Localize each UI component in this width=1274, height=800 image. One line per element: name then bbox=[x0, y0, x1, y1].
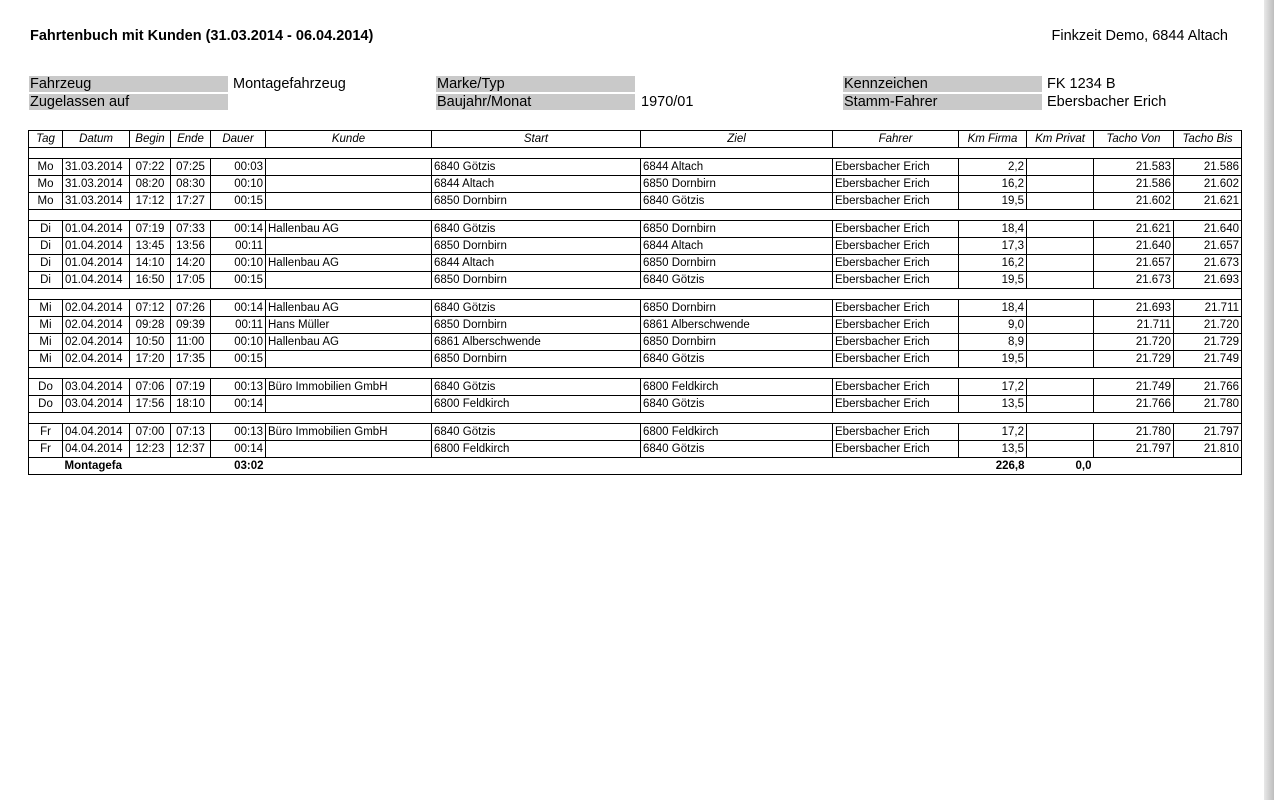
cell-fahrer: Ebersbacher Erich bbox=[833, 396, 959, 413]
marke-label: Marke/Typ bbox=[436, 76, 635, 92]
cell-begin: 13:45 bbox=[130, 238, 171, 255]
total-empty-cell bbox=[29, 458, 63, 475]
cell-tacho-bis: 21.780 bbox=[1174, 396, 1242, 413]
cell-tacho-bis: 21.729 bbox=[1174, 334, 1242, 351]
cell-tag: Mo bbox=[29, 176, 63, 193]
cell-dauer: 00:14 bbox=[211, 221, 266, 238]
cell-tag: Di bbox=[29, 255, 63, 272]
column-header-tag: Tag bbox=[29, 131, 63, 148]
cell-dauer: 00:10 bbox=[211, 176, 266, 193]
column-header-km-privat: Km Privat bbox=[1027, 131, 1094, 148]
cell-tag: Fr bbox=[29, 424, 63, 441]
cell-ende: 07:33 bbox=[171, 221, 211, 238]
cell-begin: 14:10 bbox=[130, 255, 171, 272]
cell-km-firma: 19,5 bbox=[959, 193, 1027, 210]
cell-km-firma: 17,2 bbox=[959, 424, 1027, 441]
cell-dauer: 00:11 bbox=[211, 238, 266, 255]
separator-cell bbox=[29, 289, 1242, 300]
cell-dauer: 00:15 bbox=[211, 272, 266, 289]
cell-km-firma: 18,4 bbox=[959, 300, 1027, 317]
zugelassen-label: Zugelassen auf bbox=[29, 94, 228, 110]
company-name: Finkzeit Demo, 6844 Altach bbox=[1051, 28, 1228, 44]
cell-tacho-bis: 21.586 bbox=[1174, 159, 1242, 176]
cell-dauer: 00:14 bbox=[211, 441, 266, 458]
cell-km-firma: 13,5 bbox=[959, 396, 1027, 413]
cell-ziel: 6850 Dornbirn bbox=[641, 221, 833, 238]
cell-datum: 03.04.2014 bbox=[63, 379, 130, 396]
table-row bbox=[29, 317, 1242, 334]
cell-tacho-von: 21.586 bbox=[1094, 176, 1174, 193]
cell-begin: 07:00 bbox=[130, 424, 171, 441]
cell-start: 6844 Altach bbox=[432, 255, 641, 272]
cell-ende: 12:37 bbox=[171, 441, 211, 458]
table-row bbox=[29, 396, 1242, 413]
group-separator bbox=[29, 413, 1242, 424]
column-header-start: Start bbox=[432, 131, 641, 148]
cell-kunde: Hans Müller bbox=[266, 317, 432, 334]
cell-tacho-bis: 21.711 bbox=[1174, 300, 1242, 317]
cell-tacho-von: 21.729 bbox=[1094, 351, 1174, 368]
cell-ziel: 6840 Götzis bbox=[641, 193, 833, 210]
cell-datum: 31.03.2014 bbox=[63, 159, 130, 176]
cell-fahrer: Ebersbacher Erich bbox=[833, 300, 959, 317]
cell-kunde: Büro Immobilien GmbH bbox=[266, 424, 432, 441]
cell-begin: 07:06 bbox=[130, 379, 171, 396]
cell-km-privat bbox=[1027, 238, 1094, 255]
cell-dauer: 00:10 bbox=[211, 334, 266, 351]
total-km-firma: 226,8 bbox=[995, 459, 1025, 472]
total-label: Montagefa bbox=[64, 459, 122, 472]
cell-tacho-bis: 21.673 bbox=[1174, 255, 1242, 272]
cell-tag: Di bbox=[29, 272, 63, 289]
cell-ende: 08:30 bbox=[171, 176, 211, 193]
cell-fahrer: Ebersbacher Erich bbox=[833, 334, 959, 351]
table-row bbox=[29, 334, 1242, 351]
total-km-privat: 0,0 bbox=[1075, 459, 1092, 472]
report-title: Fahrtenbuch mit Kunden (31.03.2014 - 06.04.2014) bbox=[30, 28, 374, 44]
cell-ziel: 6850 Dornbirn bbox=[641, 255, 833, 272]
cell-start: 6850 Dornbirn bbox=[432, 317, 641, 334]
total-empty-cell bbox=[266, 458, 959, 475]
cell-dauer: 00:13 bbox=[211, 424, 266, 441]
cell-tag: Mi bbox=[29, 300, 63, 317]
cell-km-privat bbox=[1027, 317, 1094, 334]
cell-start: 6850 Dornbirn bbox=[432, 272, 641, 289]
table-header-row bbox=[29, 131, 1242, 148]
column-header-tacho-von: Tacho Von bbox=[1094, 131, 1174, 148]
cell-km-privat bbox=[1027, 193, 1094, 210]
cell-tacho-bis: 21.797 bbox=[1174, 424, 1242, 441]
cell-kunde: Hallenbau AG bbox=[266, 255, 432, 272]
table-row bbox=[29, 351, 1242, 368]
cell-tag: Do bbox=[29, 396, 63, 413]
stammfahrer-value: Ebersbacher Erich bbox=[1047, 94, 1167, 110]
cell-ende: 07:13 bbox=[171, 424, 211, 441]
cell-begin: 17:20 bbox=[130, 351, 171, 368]
cell-km-firma: 19,5 bbox=[959, 272, 1027, 289]
baujahr-value: 1970/01 bbox=[641, 94, 694, 110]
cell-tacho-von: 21.673 bbox=[1094, 272, 1174, 289]
cell-tag: Di bbox=[29, 221, 63, 238]
cell-tacho-von: 21.621 bbox=[1094, 221, 1174, 238]
cell-dauer: 00:03 bbox=[211, 159, 266, 176]
separator-cell bbox=[29, 368, 1242, 379]
cell-tacho-bis: 21.621 bbox=[1174, 193, 1242, 210]
cell-tacho-von: 21.797 bbox=[1094, 441, 1174, 458]
cell-start: 6850 Dornbirn bbox=[432, 193, 641, 210]
baujahr-label: Baujahr/Monat bbox=[436, 94, 635, 110]
separator-cell bbox=[29, 413, 1242, 424]
table-row bbox=[29, 176, 1242, 193]
cell-begin: 07:12 bbox=[130, 300, 171, 317]
cell-begin: 08:20 bbox=[130, 176, 171, 193]
cell-kunde bbox=[266, 272, 432, 289]
table-row bbox=[29, 379, 1242, 396]
cell-tacho-von: 21.640 bbox=[1094, 238, 1174, 255]
cell-km-privat bbox=[1027, 221, 1094, 238]
separator-cell bbox=[29, 148, 1242, 159]
cell-km-privat bbox=[1027, 379, 1094, 396]
cell-start: 6800 Feldkirch bbox=[432, 441, 641, 458]
cell-kunde bbox=[266, 351, 432, 368]
cell-fahrer: Ebersbacher Erich bbox=[833, 255, 959, 272]
cell-kunde: Büro Immobilien GmbH bbox=[266, 379, 432, 396]
cell-kunde bbox=[266, 176, 432, 193]
trip-log-table bbox=[28, 130, 1242, 475]
cell-ende: 17:05 bbox=[171, 272, 211, 289]
cell-tag: Di bbox=[29, 238, 63, 255]
cell-ende: 11:00 bbox=[171, 334, 211, 351]
group-separator bbox=[29, 368, 1242, 379]
column-header-ziel: Ziel bbox=[641, 131, 833, 148]
cell-km-firma: 19,5 bbox=[959, 351, 1027, 368]
cell-ende: 09:39 bbox=[171, 317, 211, 334]
cell-start: 6840 Götzis bbox=[432, 221, 641, 238]
column-header-kunde: Kunde bbox=[266, 131, 432, 148]
fahrzeug-value: Montagefahrzeug bbox=[233, 76, 346, 92]
cell-ziel: 6840 Götzis bbox=[641, 396, 833, 413]
cell-tacho-bis: 21.749 bbox=[1174, 351, 1242, 368]
cell-ende: 14:20 bbox=[171, 255, 211, 272]
cell-fahrer: Ebersbacher Erich bbox=[833, 238, 959, 255]
table-row bbox=[29, 221, 1242, 238]
cell-tag: Mi bbox=[29, 351, 63, 368]
cell-km-firma: 16,2 bbox=[959, 176, 1027, 193]
cell-datum: 02.04.2014 bbox=[63, 300, 130, 317]
cell-dauer: 00:14 bbox=[211, 396, 266, 413]
cell-fahrer: Ebersbacher Erich bbox=[833, 193, 959, 210]
cell-kunde bbox=[266, 193, 432, 210]
cell-tacho-bis: 21.720 bbox=[1174, 317, 1242, 334]
fahrzeug-label: Fahrzeug bbox=[29, 76, 228, 92]
cell-ziel: 6800 Feldkirch bbox=[641, 424, 833, 441]
column-header-fahrer: Fahrer bbox=[833, 131, 959, 148]
separator-cell bbox=[29, 210, 1242, 221]
cell-start: 6850 Dornbirn bbox=[432, 351, 641, 368]
cell-datum: 01.04.2014 bbox=[63, 221, 130, 238]
cell-km-firma: 2,2 bbox=[959, 159, 1027, 176]
cell-tag: Fr bbox=[29, 441, 63, 458]
cell-fahrer: Ebersbacher Erich bbox=[833, 441, 959, 458]
column-header-begin: Begin bbox=[130, 131, 171, 148]
cell-datum: 02.04.2014 bbox=[63, 334, 130, 351]
table-row bbox=[29, 424, 1242, 441]
cell-km-privat bbox=[1027, 334, 1094, 351]
cell-ziel: 6840 Götzis bbox=[641, 351, 833, 368]
cell-fahrer: Ebersbacher Erich bbox=[833, 379, 959, 396]
table-body bbox=[29, 148, 1242, 475]
cell-fahrer: Ebersbacher Erich bbox=[833, 159, 959, 176]
cell-begin: 17:12 bbox=[130, 193, 171, 210]
cell-tacho-von: 21.657 bbox=[1094, 255, 1174, 272]
cell-dauer: 00:13 bbox=[211, 379, 266, 396]
table-row bbox=[29, 238, 1242, 255]
column-header-datum: Datum bbox=[63, 131, 130, 148]
cell-ziel: 6800 Feldkirch bbox=[641, 379, 833, 396]
cell-km-firma: 13,5 bbox=[959, 441, 1027, 458]
cell-datum: 04.04.2014 bbox=[63, 424, 130, 441]
cell-start: 6840 Götzis bbox=[432, 159, 641, 176]
cell-kunde bbox=[266, 159, 432, 176]
cell-tacho-bis: 21.810 bbox=[1174, 441, 1242, 458]
cell-dauer: 00:15 bbox=[211, 351, 266, 368]
group-separator bbox=[29, 210, 1242, 221]
group-separator bbox=[29, 289, 1242, 300]
cell-tacho-bis: 21.657 bbox=[1174, 238, 1242, 255]
cell-km-firma: 16,2 bbox=[959, 255, 1027, 272]
cell-fahrer: Ebersbacher Erich bbox=[833, 221, 959, 238]
cell-tag: Mo bbox=[29, 193, 63, 210]
cell-datum: 01.04.2014 bbox=[63, 272, 130, 289]
cell-km-privat bbox=[1027, 424, 1094, 441]
cell-ziel: 6840 Götzis bbox=[641, 441, 833, 458]
table-row bbox=[29, 193, 1242, 210]
cell-km-firma: 18,4 bbox=[959, 221, 1027, 238]
column-header-km-firma: Km Firma bbox=[959, 131, 1027, 148]
cell-km-privat bbox=[1027, 441, 1094, 458]
cell-km-privat bbox=[1027, 255, 1094, 272]
page-edge-shadow bbox=[1264, 0, 1274, 800]
cell-ende: 07:25 bbox=[171, 159, 211, 176]
cell-dauer: 00:10 bbox=[211, 255, 266, 272]
cell-begin: 16:50 bbox=[130, 272, 171, 289]
cell-datum: 31.03.2014 bbox=[63, 193, 130, 210]
cell-begin: 07:22 bbox=[130, 159, 171, 176]
cell-start: 6840 Götzis bbox=[432, 300, 641, 317]
cell-tacho-von: 21.749 bbox=[1094, 379, 1174, 396]
cell-kunde bbox=[266, 396, 432, 413]
cell-ende: 17:27 bbox=[171, 193, 211, 210]
cell-dauer: 00:15 bbox=[211, 193, 266, 210]
cell-datum: 01.04.2014 bbox=[63, 238, 130, 255]
cell-km-privat bbox=[1027, 159, 1094, 176]
cell-tacho-von: 21.583 bbox=[1094, 159, 1174, 176]
cell-dauer: 00:11 bbox=[211, 317, 266, 334]
cell-km-privat bbox=[1027, 272, 1094, 289]
total-empty-cell bbox=[1094, 458, 1242, 475]
cell-begin: 12:23 bbox=[130, 441, 171, 458]
cell-dauer: 00:14 bbox=[211, 300, 266, 317]
cell-tacho-von: 21.693 bbox=[1094, 300, 1174, 317]
cell-tag: Mi bbox=[29, 317, 63, 334]
total-dauer: 03:02 bbox=[234, 459, 264, 472]
cell-tacho-von: 21.780 bbox=[1094, 424, 1174, 441]
cell-km-firma: 8,9 bbox=[959, 334, 1027, 351]
cell-km-firma: 17,2 bbox=[959, 379, 1027, 396]
table-row bbox=[29, 159, 1242, 176]
cell-ende: 17:35 bbox=[171, 351, 211, 368]
table-row bbox=[29, 255, 1242, 272]
cell-start: 6840 Götzis bbox=[432, 424, 641, 441]
cell-datum: 31.03.2014 bbox=[63, 176, 130, 193]
cell-km-firma: 9,0 bbox=[959, 317, 1027, 334]
cell-ende: 18:10 bbox=[171, 396, 211, 413]
cell-start: 6840 Götzis bbox=[432, 379, 641, 396]
cell-km-privat bbox=[1027, 351, 1094, 368]
group-separator bbox=[29, 148, 1242, 159]
cell-datum: 03.04.2014 bbox=[63, 396, 130, 413]
cell-begin: 10:50 bbox=[130, 334, 171, 351]
total-row bbox=[29, 458, 1242, 475]
cell-start: 6850 Dornbirn bbox=[432, 238, 641, 255]
column-header-dauer: Dauer bbox=[211, 131, 266, 148]
cell-kunde: Hallenbau AG bbox=[266, 334, 432, 351]
cell-begin: 09:28 bbox=[130, 317, 171, 334]
cell-tacho-bis: 21.602 bbox=[1174, 176, 1242, 193]
cell-fahrer: Ebersbacher Erich bbox=[833, 424, 959, 441]
table-row bbox=[29, 441, 1242, 458]
cell-ziel: 6844 Altach bbox=[641, 238, 833, 255]
cell-kunde: Hallenbau AG bbox=[266, 221, 432, 238]
cell-kunde bbox=[266, 238, 432, 255]
cell-fahrer: Ebersbacher Erich bbox=[833, 272, 959, 289]
cell-ende: 07:26 bbox=[171, 300, 211, 317]
cell-km-privat bbox=[1027, 396, 1094, 413]
cell-tacho-bis: 21.766 bbox=[1174, 379, 1242, 396]
cell-ziel: 6840 Götzis bbox=[641, 272, 833, 289]
cell-datum: 04.04.2014 bbox=[63, 441, 130, 458]
cell-ende: 07:19 bbox=[171, 379, 211, 396]
cell-ziel: 6850 Dornbirn bbox=[641, 176, 833, 193]
cell-ziel: 6861 Alberschwende bbox=[641, 317, 833, 334]
cell-start: 6861 Alberschwende bbox=[432, 334, 641, 351]
cell-start: 6844 Altach bbox=[432, 176, 641, 193]
cell-datum: 02.04.2014 bbox=[63, 351, 130, 368]
cell-tacho-von: 21.720 bbox=[1094, 334, 1174, 351]
cell-tacho-von: 21.711 bbox=[1094, 317, 1174, 334]
cell-tag: Mi bbox=[29, 334, 63, 351]
cell-fahrer: Ebersbacher Erich bbox=[833, 176, 959, 193]
cell-tag: Mo bbox=[29, 159, 63, 176]
cell-ziel: 6850 Dornbirn bbox=[641, 300, 833, 317]
cell-tag: Do bbox=[29, 379, 63, 396]
kennzeichen-value: FK 1234 B bbox=[1047, 76, 1116, 92]
cell-km-firma: 17,3 bbox=[959, 238, 1027, 255]
kennzeichen-label: Kennzeichen bbox=[843, 76, 1042, 92]
cell-tacho-bis: 21.693 bbox=[1174, 272, 1242, 289]
cell-tacho-bis: 21.640 bbox=[1174, 221, 1242, 238]
cell-tacho-von: 21.602 bbox=[1094, 193, 1174, 210]
cell-begin: 17:56 bbox=[130, 396, 171, 413]
column-header-ende: Ende bbox=[171, 131, 211, 148]
cell-km-privat bbox=[1027, 176, 1094, 193]
cell-ziel: 6844 Altach bbox=[641, 159, 833, 176]
cell-km-privat bbox=[1027, 300, 1094, 317]
cell-ende: 13:56 bbox=[171, 238, 211, 255]
table-row bbox=[29, 300, 1242, 317]
stammfahrer-label: Stamm-Fahrer bbox=[843, 94, 1042, 110]
cell-datum: 02.04.2014 bbox=[63, 317, 130, 334]
cell-tacho-von: 21.766 bbox=[1094, 396, 1174, 413]
cell-start: 6800 Feldkirch bbox=[432, 396, 641, 413]
cell-begin: 07:19 bbox=[130, 221, 171, 238]
cell-kunde: Hallenbau AG bbox=[266, 300, 432, 317]
column-header-tacho-bis: Tacho Bis bbox=[1174, 131, 1242, 148]
cell-fahrer: Ebersbacher Erich bbox=[833, 317, 959, 334]
cell-kunde bbox=[266, 441, 432, 458]
cell-datum: 01.04.2014 bbox=[63, 255, 130, 272]
cell-fahrer: Ebersbacher Erich bbox=[833, 351, 959, 368]
table-row bbox=[29, 272, 1242, 289]
cell-ziel: 6850 Dornbirn bbox=[641, 334, 833, 351]
